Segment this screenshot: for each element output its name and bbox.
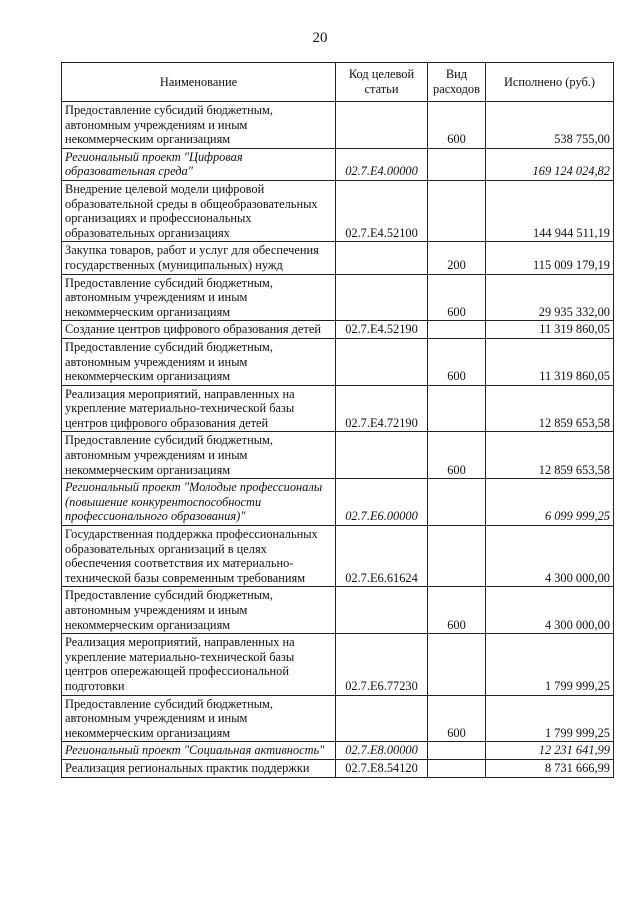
table-body — [62, 102, 614, 778]
table-row — [62, 634, 614, 695]
table-row — [62, 742, 614, 760]
row-sum-cell: 538 755,00 — [486, 102, 614, 149]
table-row — [62, 526, 614, 587]
row-kind-cell — [428, 479, 486, 526]
row-sum-cell: 11 319 860,05 — [486, 321, 614, 339]
row-code-cell: 02.7.Е8.00000 — [336, 742, 428, 760]
row-sum-cell: 12 859 653,58 — [486, 385, 614, 432]
row-name-cell: Региональный проект "Молодые профессионалы (повышение конкурентоспособности профессионального образования)" — [62, 479, 336, 526]
row-code-cell: 02.7.Е4.52100 — [336, 180, 428, 241]
column-header-code: Код целевой статьи — [336, 63, 428, 102]
row-name-cell: Предоставление субсидий бюджетным, автономным учреждениям и иным некоммерческим организациям — [62, 102, 336, 149]
row-code-cell — [336, 338, 428, 385]
table-row — [62, 242, 614, 274]
row-kind-cell — [428, 148, 486, 180]
table-row — [62, 338, 614, 385]
row-name-cell: Реализация региональных практик поддержки — [62, 759, 336, 777]
row-name-cell: Внедрение целевой модели цифровой образовательной среды в общеобразовательных организациях и профессиональных образовательных организациях — [62, 180, 336, 241]
row-name-cell: Государственная поддержка профессиональных образовательных организаций в целях обеспечения соответствия их материально-технической базы современным требованиям — [62, 526, 336, 587]
row-sum-cell: 11 319 860,05 — [486, 338, 614, 385]
column-header-name: Наименование — [62, 63, 336, 102]
row-code-cell — [336, 695, 428, 742]
row-code-cell: 02.7.Е8.54120 — [336, 759, 428, 777]
row-sum-cell: 12 859 653,58 — [486, 432, 614, 479]
row-kind-cell — [428, 321, 486, 339]
row-kind-cell: 600 — [428, 695, 486, 742]
table-row — [62, 479, 614, 526]
row-kind-cell: 600 — [428, 338, 486, 385]
row-code-cell — [336, 587, 428, 634]
row-sum-cell: 29 935 332,00 — [486, 274, 614, 321]
row-sum-cell: 144 944 511,19 — [486, 180, 614, 241]
row-sum-cell: 12 231 641,99 — [486, 742, 614, 760]
row-name-cell: Закупка товаров, работ и услуг для обеспечения государственных (муниципальных) нужд — [62, 242, 336, 274]
row-sum-cell: 1 799 999,25 — [486, 634, 614, 695]
table-row — [62, 321, 614, 339]
row-sum-cell: 4 300 000,00 — [486, 587, 614, 634]
table-row — [62, 432, 614, 479]
row-kind-cell — [428, 385, 486, 432]
row-sum-cell: 115 009 179,19 — [486, 242, 614, 274]
row-sum-cell: 6 099 999,25 — [486, 479, 614, 526]
row-sum-cell: 4 300 000,00 — [486, 526, 614, 587]
row-name-cell: Создание центров цифрового образования детей — [62, 321, 336, 339]
row-name-cell: Предоставление субсидий бюджетным, автономным учреждениям и иным некоммерческим организациям — [62, 587, 336, 634]
table-row — [62, 148, 614, 180]
row-kind-cell: 600 — [428, 587, 486, 634]
row-kind-cell — [428, 180, 486, 241]
table-row — [62, 385, 614, 432]
row-code-cell: 02.7.Е4.00000 — [336, 148, 428, 180]
table-row — [62, 274, 614, 321]
row-name-cell: Реализация мероприятий, направленных на укрепление материально-технической базы центров опережающей профессиональной подготовки — [62, 634, 336, 695]
row-name-cell: Предоставление субсидий бюджетным, автономным учреждениям и иным некоммерческим организациям — [62, 274, 336, 321]
row-name-cell: Предоставление субсидий бюджетным, автономным учреждениям и иным некоммерческим организациям — [62, 695, 336, 742]
row-name-cell: Региональный проект "Социальная активность" — [62, 742, 336, 760]
table-row — [62, 587, 614, 634]
row-kind-cell — [428, 742, 486, 760]
row-code-cell — [336, 432, 428, 479]
row-kind-cell — [428, 759, 486, 777]
row-code-cell — [336, 274, 428, 321]
row-name-cell: Предоставление субсидий бюджетным, автономным учреждениям и иным некоммерческим организациям — [62, 432, 336, 479]
row-code-cell: 02.7.Е4.72190 — [336, 385, 428, 432]
row-name-cell: Региональный проект "Цифровая образовательная среда" — [62, 148, 336, 180]
row-code-cell: 02.7.Е6.61624 — [336, 526, 428, 587]
column-header-kind: Вид расходов — [428, 63, 486, 102]
row-kind-cell — [428, 634, 486, 695]
row-code-cell: 02.7.Е6.00000 — [336, 479, 428, 526]
row-code-cell: 02.7.Е4.52190 — [336, 321, 428, 339]
row-sum-cell: 1 799 999,25 — [486, 695, 614, 742]
table-header-row — [62, 63, 614, 102]
row-name-cell: Предоставление субсидий бюджетным, автономным учреждениям и иным некоммерческим организациям — [62, 338, 336, 385]
table-row — [62, 695, 614, 742]
row-code-cell — [336, 242, 428, 274]
table-row — [62, 759, 614, 777]
table-row — [62, 180, 614, 241]
row-sum-cell: 8 731 666,99 — [486, 759, 614, 777]
row-kind-cell: 200 — [428, 242, 486, 274]
row-kind-cell: 600 — [428, 432, 486, 479]
row-code-cell — [336, 102, 428, 149]
row-kind-cell: 600 — [428, 274, 486, 321]
row-sum-cell: 169 124 024,82 — [486, 148, 614, 180]
row-code-cell: 02.7.Е6.77230 — [336, 634, 428, 695]
table-row — [62, 102, 614, 149]
row-kind-cell — [428, 526, 486, 587]
budget-execution-table — [61, 62, 614, 778]
row-kind-cell: 600 — [428, 102, 486, 149]
column-header-sum: Исполнено (руб.) — [486, 63, 614, 102]
page-number: 20 — [312, 30, 328, 46]
row-name-cell: Реализация мероприятий, направленных на укрепление материально-технической базы центров цифрового образования детей — [62, 385, 336, 432]
